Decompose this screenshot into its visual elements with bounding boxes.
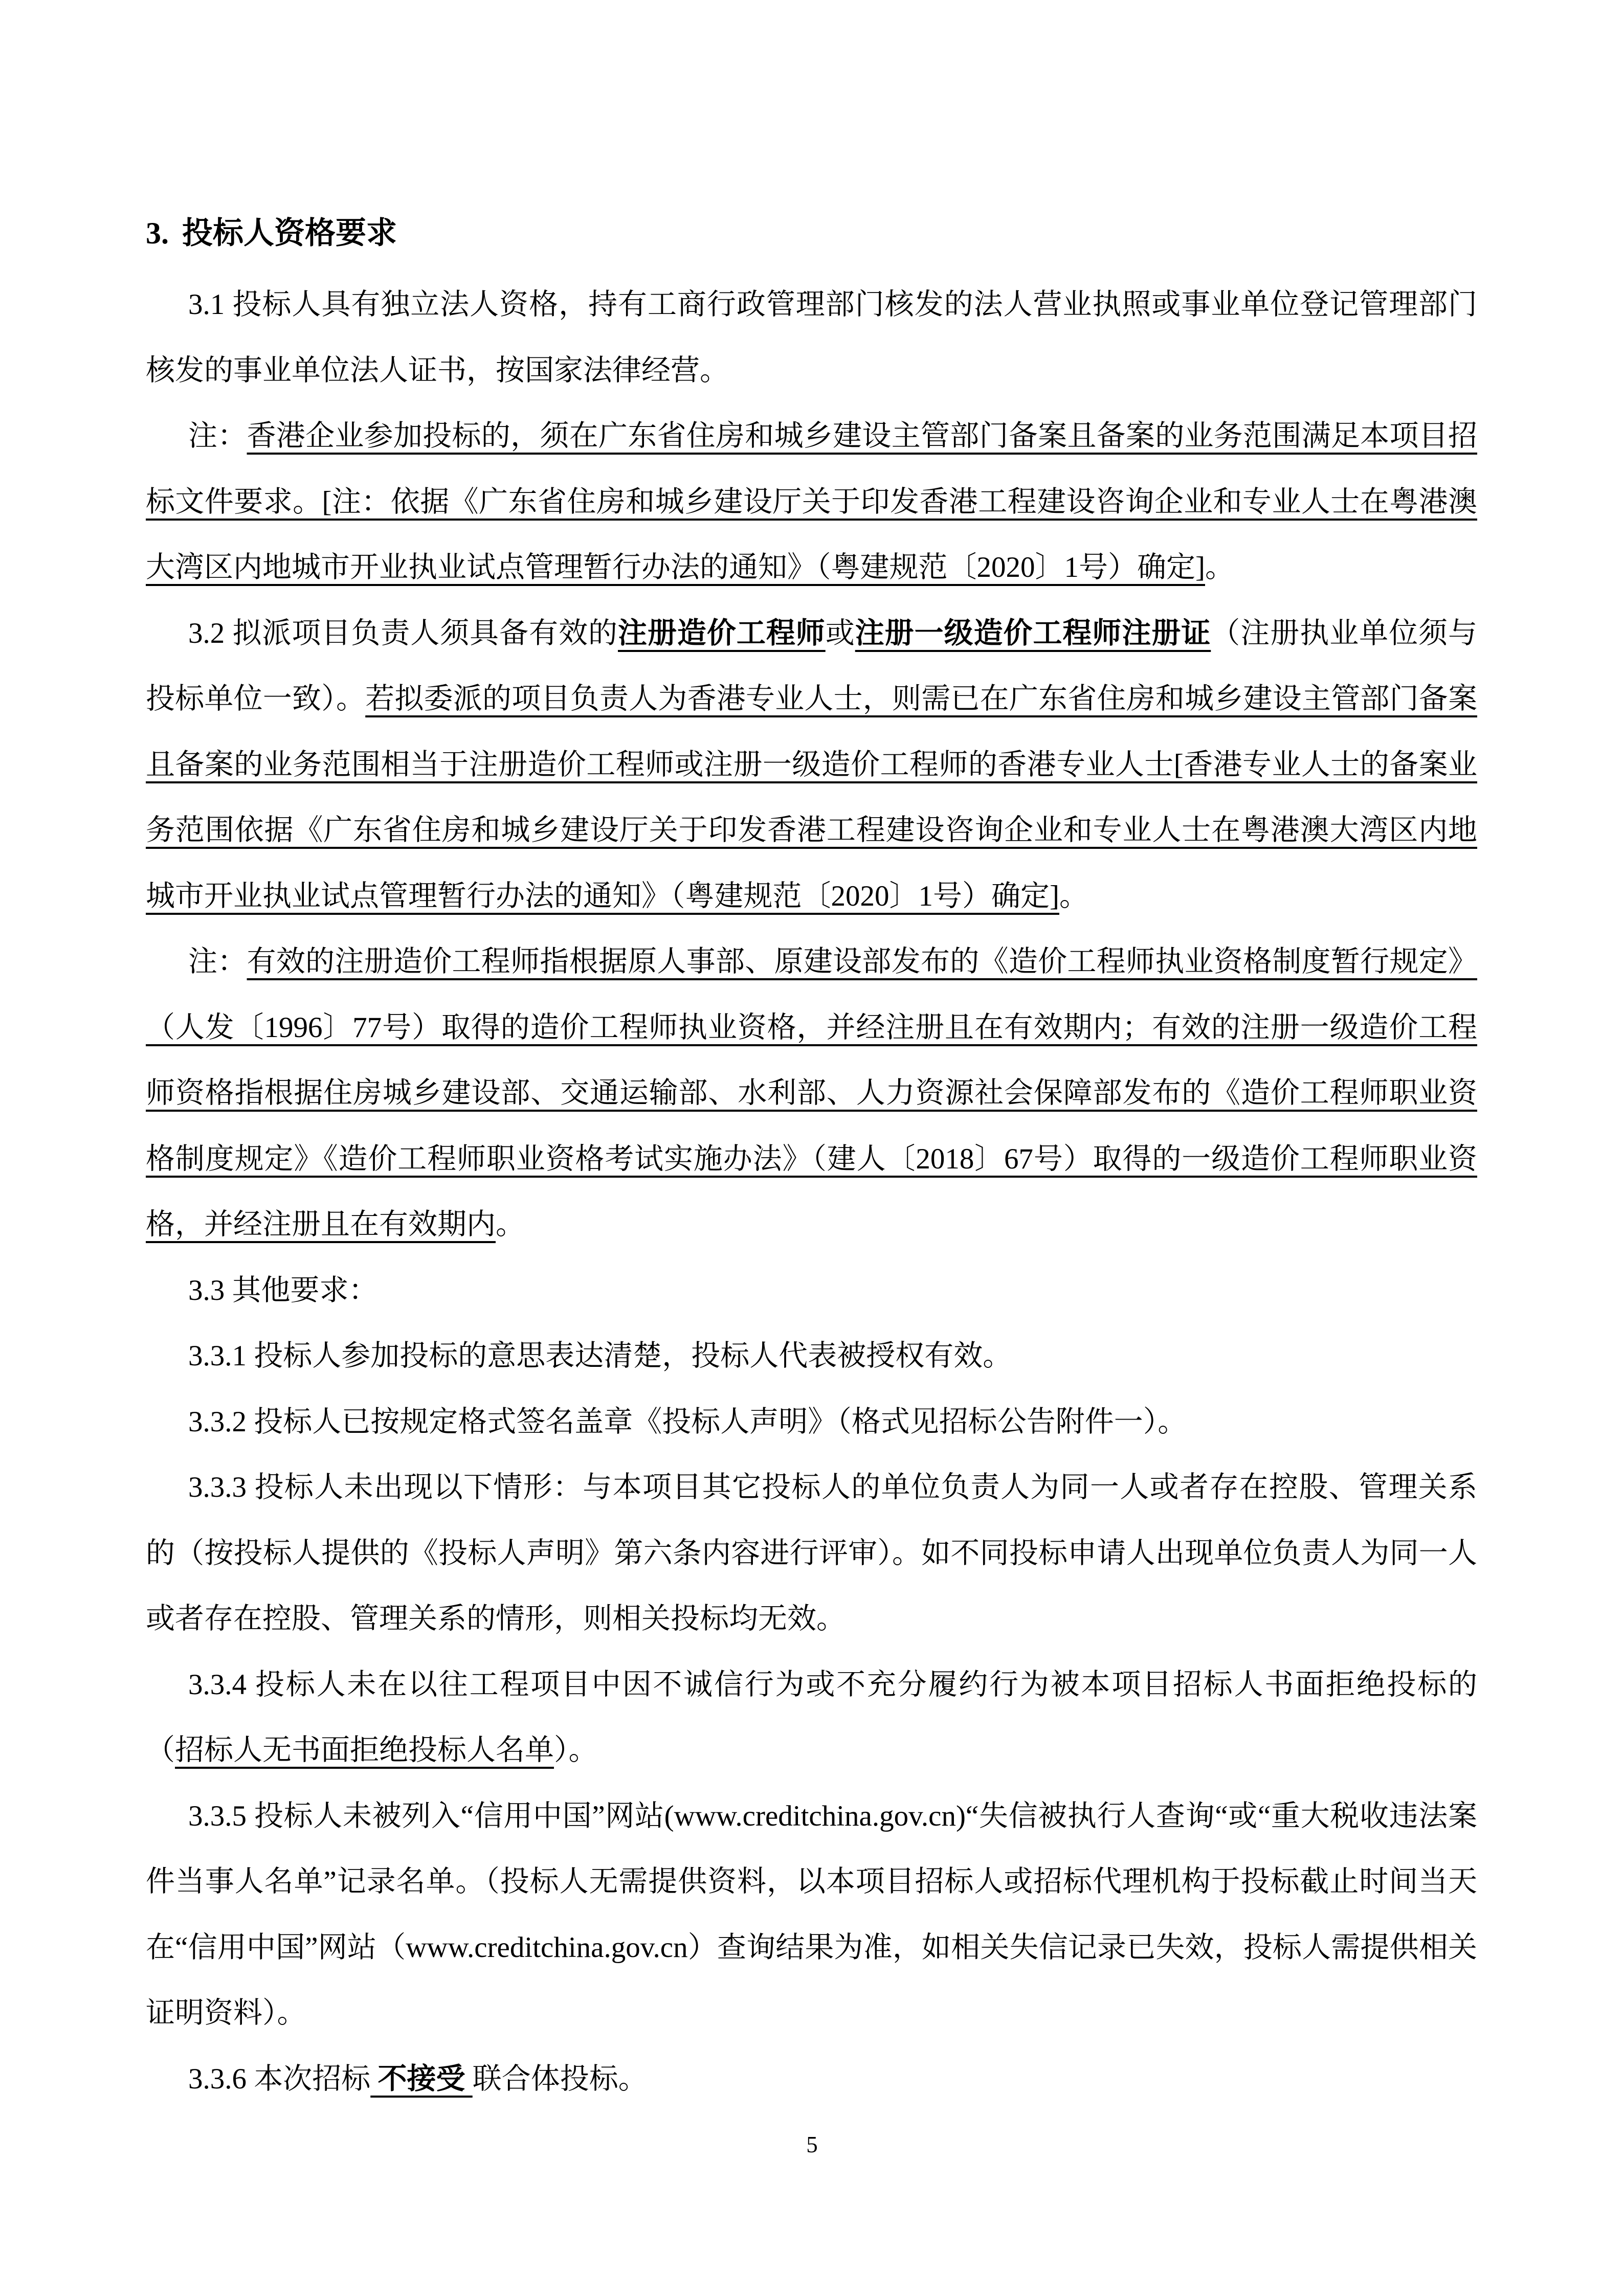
text-run: 3.3.4 投标人未在以往工程项目中因不诚信行为或不充分履约行为被本项目招标人书面拒绝投标的（ bbox=[146, 1668, 1477, 1766]
text-run: 若拟委派的项目负责人为香港专业人士，则需已在广东省住房和城乡建设主管部门备案且备案的业务范围相当于注册造价工程师或注册一级造价工程师的香港专业人士[香港专业人士的备案业务范围依据《广东省住房和城乡建设厅关于印发香港工程建设咨询企业和专业人士在粤港澳大湾区内地城市开业执业试点管理暂行办法的通知》（粤建规范〔2020〕1号）确定] bbox=[146, 683, 1478, 912]
text-run: 。 bbox=[1059, 880, 1088, 912]
text-run: 注： bbox=[188, 420, 247, 452]
text-run: 不接受 bbox=[370, 2062, 473, 2095]
page-number: 5 bbox=[806, 2132, 818, 2157]
body-paragraph bbox=[146, 1455, 1477, 1652]
body-paragraph bbox=[146, 1389, 1477, 1455]
body-paragraph bbox=[146, 1652, 1477, 1784]
section-number: 3. bbox=[146, 216, 169, 250]
text-run: 3.2 拟派项目负责人须具备有效的 bbox=[188, 617, 618, 649]
text-run: 注册造价工程师 bbox=[618, 617, 826, 649]
text-run: 。 bbox=[1205, 551, 1234, 583]
body-paragraph bbox=[146, 272, 1477, 403]
body-paragraph bbox=[146, 601, 1477, 930]
body-paragraph bbox=[146, 929, 1477, 1258]
body-paragraph bbox=[146, 403, 1477, 601]
text-run: 注： bbox=[188, 946, 247, 978]
text-run: 3.3.6 本次招标 bbox=[188, 2062, 371, 2095]
body-paragraph bbox=[146, 1258, 1477, 1324]
text-run: （注册执业单位须与投标单位一致）。 bbox=[146, 617, 1478, 715]
section-heading bbox=[146, 216, 397, 250]
body bbox=[146, 272, 1477, 2112]
text-run: 3.1 投标人具有独立法人资格，持有工商行政管理部门核发的法人营业执照或事业单位登记管理部门核发的事业单位法人证书，按国家法律经营。 bbox=[146, 288, 1477, 387]
text-run: 联合体投标。 bbox=[472, 2062, 648, 2095]
section-title: 投标人资格要求 bbox=[182, 216, 397, 250]
text-run: ）。 bbox=[554, 1734, 598, 1766]
text-run: 注册一级造价工程师注册证 bbox=[855, 617, 1211, 649]
text-run: 有效的注册造价工程师指根据原人事部、原建设部发布的《造价工程师执业资格制度暂行规定》（人发〔1996〕77号）取得的造价工程师执业资格，并经注册且在有效期内；有效的注册一级造价工程师资格指根据住房城乡建设部、交通运输部、水利部、人力资源社会保障部发布的《造价工程师职业资格制度规定》《造价工程师职业资格考试实施办法》（建人〔2018〕67号）取得的一级造价工程师职业资格，并经注册且在有效期内 bbox=[146, 946, 1478, 1241]
text-run: 或 bbox=[825, 617, 855, 649]
body-paragraph bbox=[146, 1784, 1477, 2046]
text-run: 3.3.5 投标人未被列入“信用中国”网站(www.creditchina.gov.cn)“失信被执行人查询“或“重大税收违法案件当事人名单”记录名单。（投标人无需提供资料，以本项目招标人或招标代理机构于投标截止时间当天在“信用中国”网站（www.creditchina.gov.cn）查询结果为准，如相关失信记录已失效，投标人需提供相关证明资料）。 bbox=[146, 1799, 1477, 2029]
text-run: 3.3.2 投标人已按规定格式签名盖章《投标人声明》（格式见招标公告附件一）。 bbox=[188, 1405, 1187, 1438]
text-run: 3.3.1 投标人参加投标的意思表达清楚，投标人代表被授权有效。 bbox=[188, 1340, 1012, 1372]
text-run: 3.3 其他要求： bbox=[188, 1274, 378, 1307]
body-paragraph bbox=[146, 1323, 1477, 1389]
text-run: 招标人无书面拒绝投标人名单 bbox=[175, 1734, 554, 1766]
text-run: 3.3.3 投标人未出现以下情形：与本项目其它投标人的单位负责人为同一人或者存在控股、管理关系的（按投标人提供的《投标人声明》第六条内容进行评审）。如不同投标申请人出现单位负责人为同一人或者存在控股、管理关系的情形，则相关投标均无效。 bbox=[146, 1471, 1477, 1635]
text-run: 。 bbox=[496, 1208, 525, 1241]
body-paragraph bbox=[146, 2046, 1477, 2112]
text-run: 香港企业参加投标的，须在广东省住房和城乡建设主管部门备案且备案的业务范围满足本项目招标文件要求。[注：依据《广东省住房和城乡建设厅关于印发香港工程建设咨询企业和专业人士在粤港澳大湾区内地城市开业执业试点管理暂行办法的通知》（粤建规范〔2020〕1号）确定] bbox=[146, 420, 1478, 583]
